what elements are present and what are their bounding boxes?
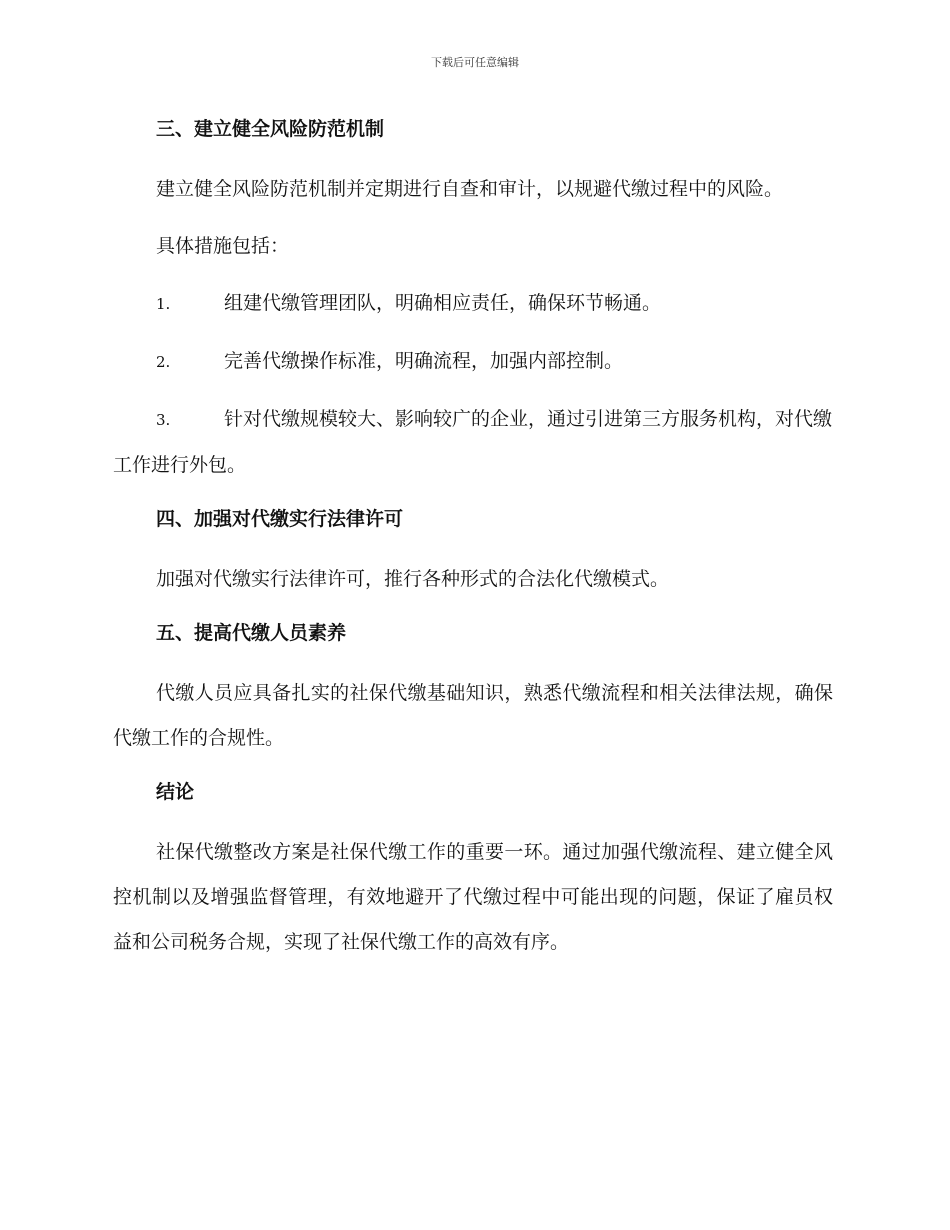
list-item-text: 完善代缴操作标准，明确流程，加强内部控制。 <box>224 350 624 372</box>
list-number: 3. <box>156 411 171 429</box>
list-item-text: 针对代缴规模较大、影响较广的企业，通过引进第三方服务机构，对代缴工作进行外包。 <box>113 408 833 476</box>
list-item <box>113 397 833 488</box>
list-item <box>113 281 833 327</box>
list-item <box>113 339 833 385</box>
section-heading: 四、加强对代缴实行法律许可 <box>156 508 404 530</box>
page-header: 下载后可任意编辑 <box>431 56 519 69</box>
paragraph: 社保代缴整改方案是社保代缴工作的重要一环。通过加强代缴流程、建立健全风控机制以及增强监督管理，有效地避开了代缴过程中可能出现的问题，保证了雇员权益和公司税务合规，实现了社保代缴工作的高效有序。 <box>113 841 833 953</box>
paragraph: 具体措施包括： <box>156 235 290 257</box>
list-item-text: 组建代缴管理团队，明确相应责任，确保环节畅通。 <box>224 292 662 314</box>
document-body <box>113 110 833 977</box>
list-number: 1. <box>156 295 171 313</box>
section-heading: 五、提高代缴人员素养 <box>156 622 347 644</box>
paragraph: 建立健全风险防范机制并定期进行自查和审计，以规避代缴过程中的风险。 <box>156 178 784 200</box>
section-heading: 三、建立健全风险防范机制 <box>156 118 385 140</box>
list-number: 2. <box>156 353 171 371</box>
paragraph: 加强对代缴实行法律许可，推行各种形式的合法化代缴模式。 <box>156 568 670 590</box>
paragraph: 代缴人员应具备扎实的社保代缴基础知识，熟悉代缴流程和相关法律法规，确保代缴工作的合规性。 <box>113 682 833 749</box>
section-heading: 结论 <box>156 781 195 803</box>
